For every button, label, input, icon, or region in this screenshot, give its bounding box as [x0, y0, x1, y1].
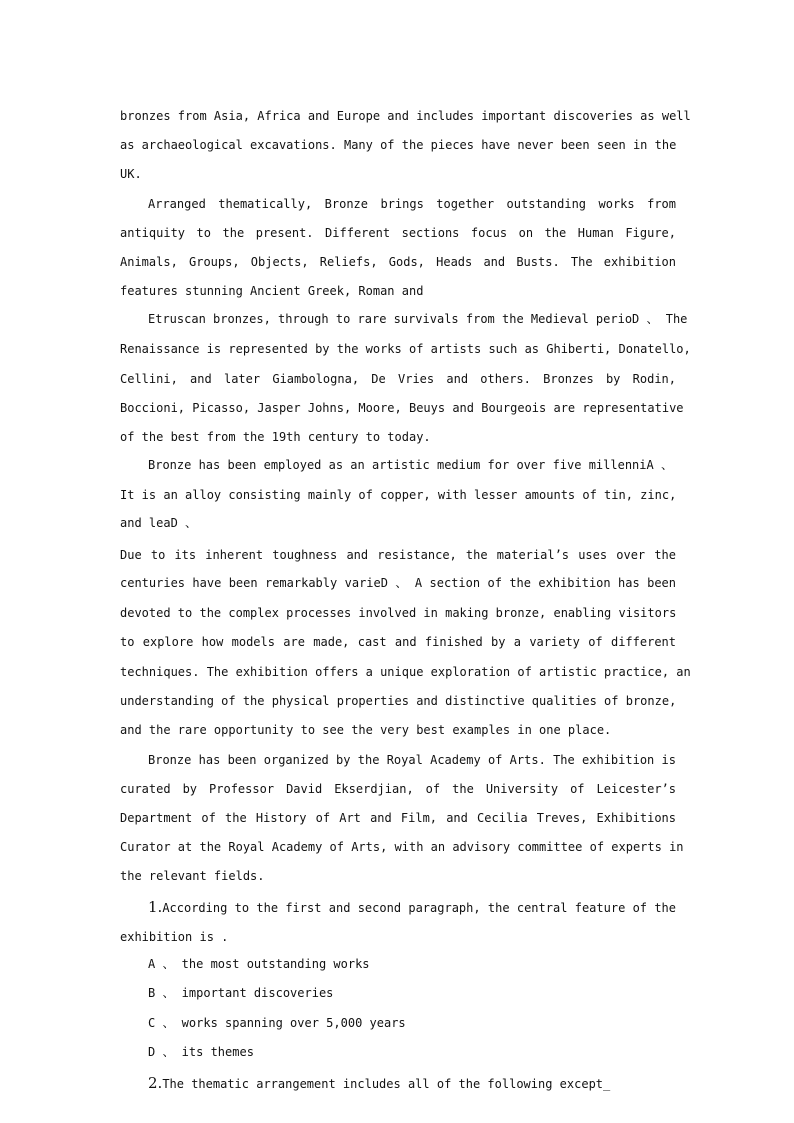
paragraph-3-line: Boccioni, Picasso, Jasper Johns, Moore, Beuys and Bourgeois are representative: [120, 401, 684, 415]
question-1-text: According to the first and second paragraph, the central feature of the: [162, 901, 676, 915]
question-1: [120, 899, 676, 915]
paragraph-2-line: antiquity to the present. Different sections focus on the Human Figure,: [120, 226, 676, 240]
paragraph-4-line: Bronze has been employed as an artistic medium for over five millenniA 、: [148, 458, 673, 472]
question-1-option-c: C 、 works spanning over 5,000 years: [148, 1016, 406, 1030]
paragraph-3-line: Renaissance is represented by the works of artists such as Ghiberti, Donatello,: [120, 342, 691, 356]
paragraph-1-line: as archaeological excavations. Many of the pieces have never been seen in the: [120, 138, 677, 152]
paragraph-6-line: curated by Professor David Ekserdjian, of the University of Leicester’s: [120, 782, 676, 796]
paragraph-5-line: Due to its inherent toughness and resistance, the material’s uses over the: [120, 548, 676, 562]
paragraph-4-line: It is an alloy consisting mainly of copper, with lesser amounts of tin, zinc,: [120, 488, 677, 502]
question-1-option-a: A 、 the most outstanding works: [148, 957, 370, 971]
paragraph-1-line: UK.: [120, 167, 142, 181]
paragraph-6-line: Department of the History of Art and Film, and Cecilia Treves, Exhibitions: [120, 811, 676, 825]
question-2-text: The thematic arrangement includes all of the following except_: [162, 1077, 611, 1091]
paragraph-5-line: and the rare opportunity to see the very best examples in one place.: [120, 723, 612, 737]
question-1-option-b: B 、 important discoveries: [148, 986, 334, 1000]
paragraph-1-line: bronzes from Asia, Africa and Europe and includes important discoveries as well: [120, 109, 691, 123]
paragraph-5-line: understanding of the physical properties and distinctive qualities of bronze,: [120, 694, 677, 708]
question-1-number: 1.: [148, 898, 163, 916]
paragraph-6-line: the relevant fields.: [120, 869, 265, 883]
paragraph-6-line: Curator at the Royal Academy of Arts, with an advisory committee of experts in: [120, 840, 684, 854]
paragraph-3-line: of the best from the 19th century to today.: [120, 430, 431, 444]
paragraph-5-line: devoted to the complex processes involved in making bronze, enabling visitors: [120, 606, 677, 620]
paragraph-2-line: Arranged thematically, Bronze brings together outstanding works from: [148, 197, 676, 211]
paragraph-2-line: Animals, Groups, Objects, Reliefs, Gods, Heads and Busts. The exhibition: [120, 255, 676, 269]
paragraph-5-line: to explore how models are made, cast and finished by a variety of different: [120, 635, 676, 649]
paragraph-5-line: centuries have been remarkably varieD 、 A section of the exhibition has been: [120, 576, 676, 590]
paragraph-4-line: and leaD 、: [120, 516, 198, 530]
question-1-text-cont: exhibition is .: [120, 930, 229, 944]
paragraph-5-line: techniques. The exhibition offers a unique exploration of artistic practice, an: [120, 665, 691, 679]
paragraph-3-line: Cellini, and later Giambologna, De Vries and others. Bronzes by Rodin,: [120, 372, 676, 386]
paragraph-3-line: Etruscan bronzes, through to rare survivals from the Medieval perioD 、 The: [148, 312, 688, 326]
question-2: [120, 1075, 676, 1091]
paragraph-2-line: features stunning Ancient Greek, Roman and: [120, 284, 424, 298]
paragraph-6-line: Bronze has been organized by the Royal Academy of Arts. The exhibition is: [148, 753, 676, 767]
question-2-number: 2.: [148, 1074, 163, 1092]
question-1-option-d: D 、 its themes: [148, 1045, 254, 1059]
